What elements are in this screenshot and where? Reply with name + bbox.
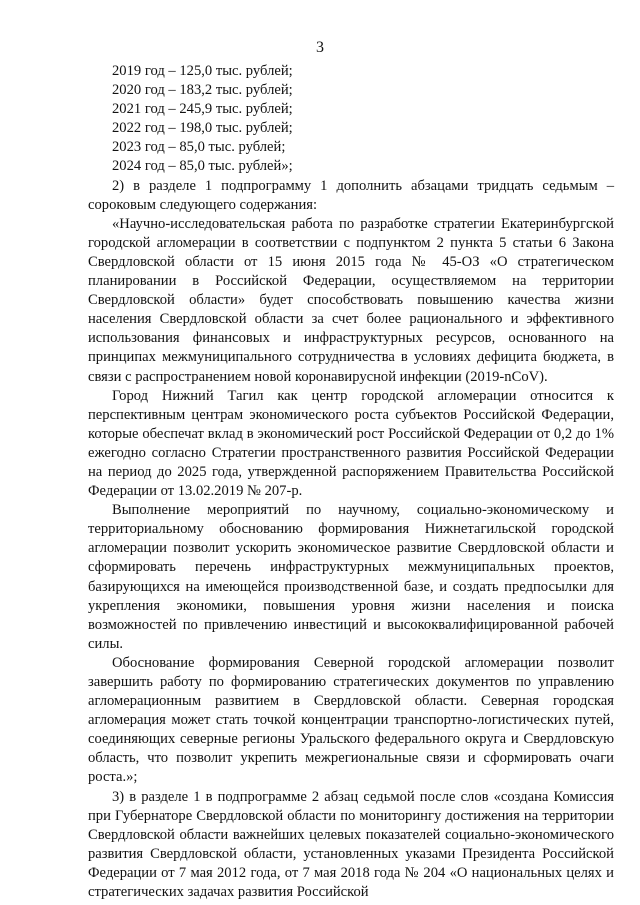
year-line-2022: 2022 год – 198,0 тыс. рублей; [112, 120, 293, 137]
paragraph-northern-agglomeration: Обоснование формирования Северной городской агломерации позволит завершить работу по формированию стратегических документов по управлению агломерационным развитием в Свердловской области. Северная городская агломерация может стать точкой концентрации транспортно-логистических путей, соединяющих северные регионы Уральского федерального округа и Свердловскую область, что позволит укрепить межрегиональные связи и сформировать очаги роста.»; [88, 654, 614, 786]
paragraph-research-strategy: «Научно-исследовательская работа по разработке стратегии Екатеринбургской городской агломерации в соответствии с подпунктом 2 пункта 5 статьи 6 Закона Свердловской области от 15 июня 2015 года № 45-ОЗ «О стратегическом планировании в Российской Федерации, осуществляемом на территории Свердловской области» будет способствовать повышению качества жизни населения Свердловской области за счет более рационального и эффективного использования финансовых и инфраструктурных ресурсов, основанного на принципах межмуниципального сотрудничества в условиях дефицита бюджета, в связи с распространением новой коронавирусной инфекции (2019-nCoV). [88, 215, 614, 385]
document-body [88, 62, 614, 902]
year-line-2024: 2024 год – 85,0 тыс. рублей»; [112, 158, 293, 175]
paragraph-implementation: Выполнение мероприятий по научному, социально-экономическому и территориальному обоснованию формирования Нижнетагильской городской агломерации позволит ускорить экономическое развитие Свердловской области и сформировать перечень инфраструктурных межмуниципальных проектов, базирующихся на имеющейся производственной базе, и создать предпосылки для укрепления экономики, повышения уровня жизни населения и поиска возможностей по привлечению инвестиций и высококвалифицированной рабочей силы. [88, 502, 614, 652]
paragraph-item-3: 3) в разделе 1 в подпрограмме 2 абзац седьмой после слов «создана Комиссия при Губернаторе Свердловской области по мониторингу достижения на территории Свердловской области важнейших целевых показателей социально-экономического развития Свердловской области, установленных указами Президента Российской Федерации от 7 мая 2012 года, от 7 мая 2018 года № 204 «О национальных целях и стратегических задачах развития Российской [88, 788, 614, 901]
page-number: 3 [316, 39, 324, 56]
year-line-2023: 2023 год – 85,0 тыс. рублей; [112, 139, 286, 156]
year-line-2019: 2019 год – 125,0 тыс. рублей; [112, 63, 293, 79]
year-line-2021: 2021 год – 245,9 тыс. рублей; [112, 101, 293, 118]
paragraph-item-2: 2) в разделе 1 подпрограмму 1 дополнить абзацами тридцать седьмым – сороковым следующего содержания: [88, 177, 614, 213]
year-line-2020: 2020 год – 183,2 тыс. рублей; [112, 82, 293, 99]
paragraph-nizhny-tagil: Город Нижний Тагил как центр городской агломерации относится к перспективным центрам экономического роста субъектов Российской Федерации, которые обеспечат вклад в экономический рост Российской Федерации от 0,2 до 1% ежегодно согласно Стратегии пространственного развития Российской Федерации на период до 2025 года, утвержденной распоряжением Правительства Российской Федерации от 13.02.2019 № 207-р. [88, 387, 614, 500]
